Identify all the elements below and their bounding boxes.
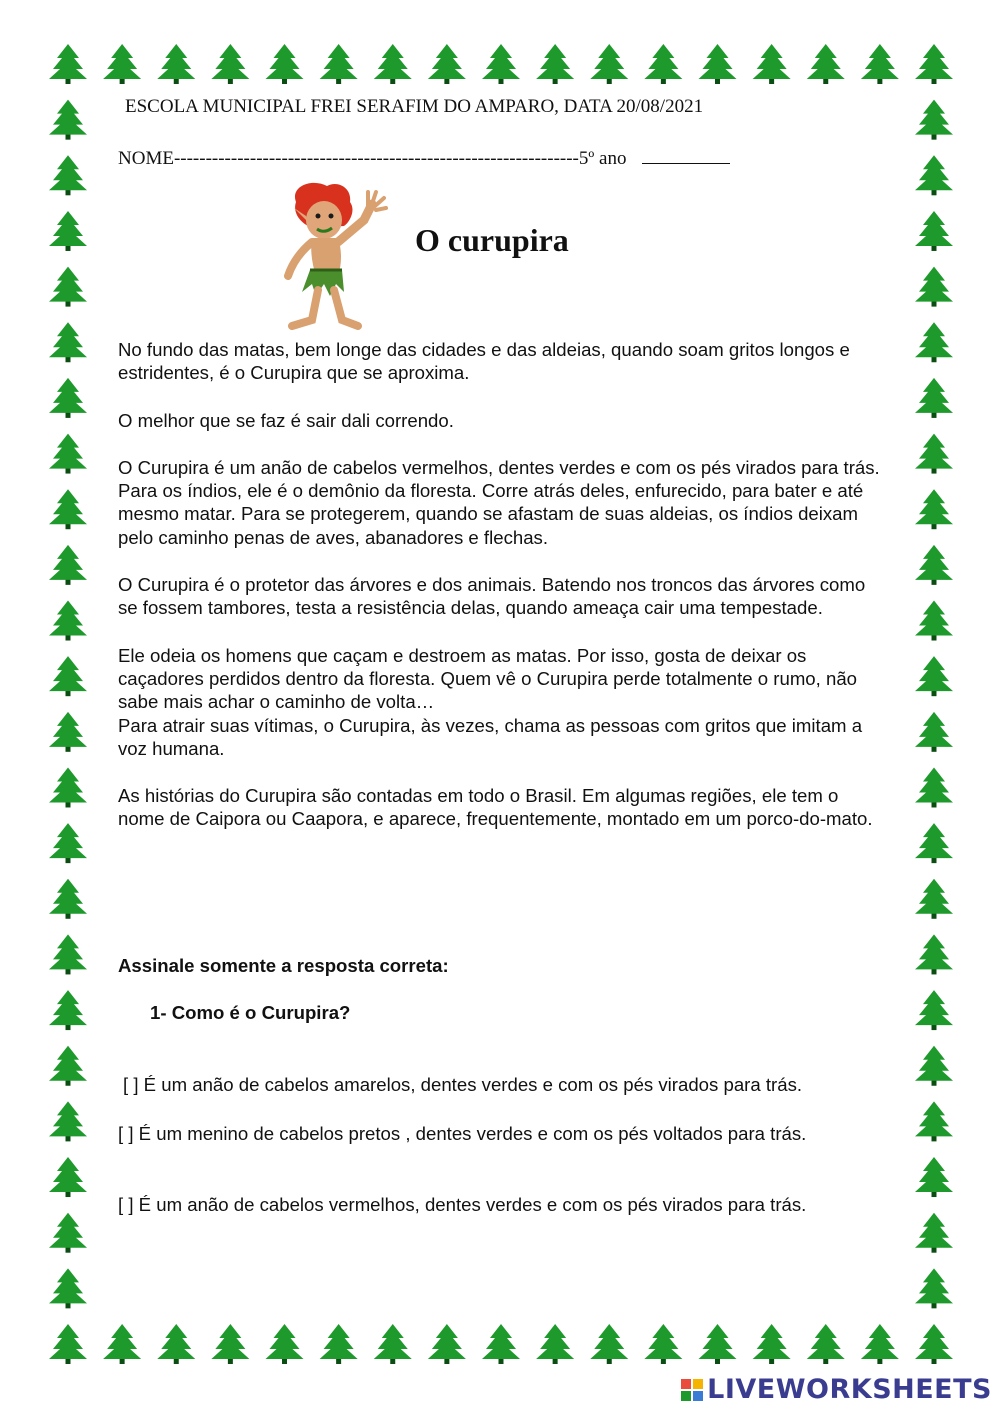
name-field bbox=[118, 147, 730, 170]
story-paragraph: No fundo das matas, bem longe das cidades e das aldeias, quando soam gritos longos e estridentes, é o Curupira que se aproxima. bbox=[118, 339, 850, 384]
pine-tree-icon bbox=[157, 44, 195, 84]
pine-tree-icon bbox=[861, 44, 899, 84]
pine-tree-icon bbox=[807, 1324, 845, 1364]
pine-tree-icon bbox=[49, 1268, 87, 1308]
pine-tree-icon bbox=[915, 767, 953, 807]
pine-tree-icon bbox=[49, 823, 87, 863]
pine-tree-icon bbox=[49, 489, 87, 529]
pine-tree-icon bbox=[157, 1324, 195, 1364]
story-paragraph: O melhor que se faz é sair dali correndo. bbox=[118, 409, 454, 431]
pine-tree-icon bbox=[320, 44, 358, 84]
pine-tree-icon bbox=[915, 434, 953, 474]
pine-tree-icon bbox=[536, 1324, 574, 1364]
pine-tree-icon bbox=[103, 44, 141, 84]
pine-tree-icon bbox=[103, 1324, 141, 1364]
pine-tree-icon bbox=[266, 44, 304, 84]
answer-option-2[interactable]: [ ] É um menino de cabelos pretos , dentes verdes e com os pés voltados para trás. bbox=[118, 1123, 807, 1144]
pine-tree-icon bbox=[915, 489, 953, 529]
pine-tree-icon bbox=[49, 1324, 87, 1364]
pine-tree-icon bbox=[915, 823, 953, 863]
pine-tree-icon bbox=[49, 879, 87, 919]
pine-tree-icon bbox=[915, 1101, 953, 1141]
pine-tree-icon bbox=[915, 545, 953, 585]
pine-tree-icon bbox=[536, 44, 574, 84]
pine-tree-icon bbox=[49, 378, 87, 418]
liveworksheets-watermark bbox=[681, 1374, 992, 1405]
pine-tree-icon bbox=[49, 155, 87, 195]
pine-tree-icon bbox=[482, 44, 520, 84]
answer-option-3[interactable]: [ ] É um anão de cabelos vermelhos, dentes verdes e com os pés virados para trás. bbox=[118, 1194, 807, 1215]
pine-tree-icon bbox=[49, 934, 87, 974]
instruction-heading: Assinale somente a resposta correta: bbox=[118, 955, 449, 976]
pine-tree-icon bbox=[915, 656, 953, 696]
pine-tree-icon bbox=[211, 1324, 249, 1364]
pine-tree-icon bbox=[699, 1324, 737, 1364]
pine-tree-icon bbox=[915, 1213, 953, 1253]
pine-tree-icon bbox=[49, 44, 87, 84]
pine-tree-icon bbox=[49, 1213, 87, 1253]
pine-tree-icon bbox=[49, 656, 87, 696]
name-label: NOME----------------------------------------------------------------5º ano bbox=[118, 148, 627, 169]
pine-tree-icon bbox=[266, 1324, 304, 1364]
pine-tree-icon bbox=[915, 1324, 953, 1364]
pine-tree-icon bbox=[915, 100, 953, 140]
pine-tree-icon bbox=[915, 211, 953, 251]
page-title: O curupira bbox=[415, 222, 569, 258]
pine-tree-icon bbox=[915, 44, 953, 84]
pine-tree-icon bbox=[49, 545, 87, 585]
pine-tree-icon bbox=[915, 322, 953, 362]
pine-tree-icon bbox=[915, 934, 953, 974]
pine-tree-icon bbox=[49, 322, 87, 362]
grade-blank-line[interactable] bbox=[642, 147, 730, 164]
story-text bbox=[118, 338, 888, 855]
pine-tree-icon bbox=[49, 767, 87, 807]
pine-tree-icon bbox=[915, 601, 953, 641]
pine-tree-icon bbox=[320, 1324, 358, 1364]
story-paragraph: O Curupira é um anão de cabelos vermelhos, dentes verdes e com os pés virados para trás. Para os índios, ele é o demônio da floresta. Corre atrás deles, enfurecido, para bater e até mesmo matar. Para se protegerem, quando se afastam de suas aldeias, os índios deixam pelo caminho penas de aves, abanadores e flechas. bbox=[118, 456, 880, 548]
pine-tree-icon bbox=[49, 434, 87, 474]
pine-tree-icon bbox=[915, 155, 953, 195]
pine-tree-icon bbox=[915, 879, 953, 919]
pine-tree-icon bbox=[49, 100, 87, 140]
pine-tree-icon bbox=[49, 990, 87, 1030]
pine-tree-icon bbox=[374, 44, 412, 84]
pine-tree-icon bbox=[699, 44, 737, 84]
pine-tree-icon bbox=[590, 44, 628, 84]
pine-tree-icon bbox=[915, 1268, 953, 1308]
pine-tree-icon bbox=[482, 1324, 520, 1364]
pine-tree-icon bbox=[753, 44, 791, 84]
pine-tree-icon bbox=[49, 1046, 87, 1086]
pine-tree-icon bbox=[753, 1324, 791, 1364]
curupira-illustration bbox=[272, 180, 400, 330]
pine-tree-icon bbox=[915, 378, 953, 418]
pine-tree-icon bbox=[861, 1324, 899, 1364]
story-paragraph: Ele odeia os homens que caçam e destroem as matas. Por isso, gosta de deixar os caçadores perdidos dentro da floresta. Quem vê o Curupira perde totalmente o rumo, não sabe mais achar o caminho de volta… bbox=[118, 644, 858, 713]
answer-option-1[interactable]: [ ] É um anão de cabelos amarelos, dentes verdes e com os pés virados para trás. bbox=[123, 1074, 803, 1095]
pine-tree-icon bbox=[428, 44, 466, 84]
pine-tree-icon bbox=[915, 267, 953, 307]
question-1: 1- Como é o Curupira? bbox=[150, 1002, 351, 1023]
pine-tree-icon bbox=[49, 211, 87, 251]
pine-tree-icon bbox=[49, 1101, 87, 1141]
pine-tree-icon bbox=[915, 990, 953, 1030]
pine-tree-icon bbox=[49, 601, 87, 641]
pine-tree-icon bbox=[49, 712, 87, 752]
liveworksheets-logo-icon bbox=[681, 1379, 703, 1401]
pine-tree-icon bbox=[49, 1157, 87, 1197]
pine-tree-icon bbox=[915, 712, 953, 752]
pine-tree-icon bbox=[915, 1046, 953, 1086]
pine-tree-icon bbox=[374, 1324, 412, 1364]
pine-tree-icon bbox=[49, 267, 87, 307]
pine-tree-icon bbox=[590, 1324, 628, 1364]
pine-tree-icon bbox=[807, 44, 845, 84]
pine-tree-icon bbox=[644, 44, 682, 84]
watermark-text: LIVEWORKSHEETS bbox=[707, 1374, 992, 1405]
pine-tree-icon bbox=[428, 1324, 466, 1364]
pine-tree-icon bbox=[644, 1324, 682, 1364]
pine-tree-icon bbox=[915, 1157, 953, 1197]
school-header: ESCOLA MUNICIPAL FREI SERAFIM DO AMPARO, DATA 20/08/2021 bbox=[125, 96, 704, 117]
story-paragraph: As histórias do Curupira são contadas em todo o Brasil. Em algumas regiões, ele tem o nome de Caipora ou Caapora, e aparece, frequentemente, montado em um porco-do-mato. bbox=[118, 785, 873, 830]
pine-tree-icon bbox=[211, 44, 249, 84]
story-paragraph: Para atrair suas vítimas, o Curupira, às vezes, chama as pessoas com gritos que imitam a voz humana. bbox=[118, 714, 863, 759]
story-paragraph: O Curupira é o protetor das árvores e dos animais. Batendo nos troncos das árvores como se fossem tambores, testa a resistência delas, quando ameaça cair uma tempestade. bbox=[118, 574, 866, 619]
